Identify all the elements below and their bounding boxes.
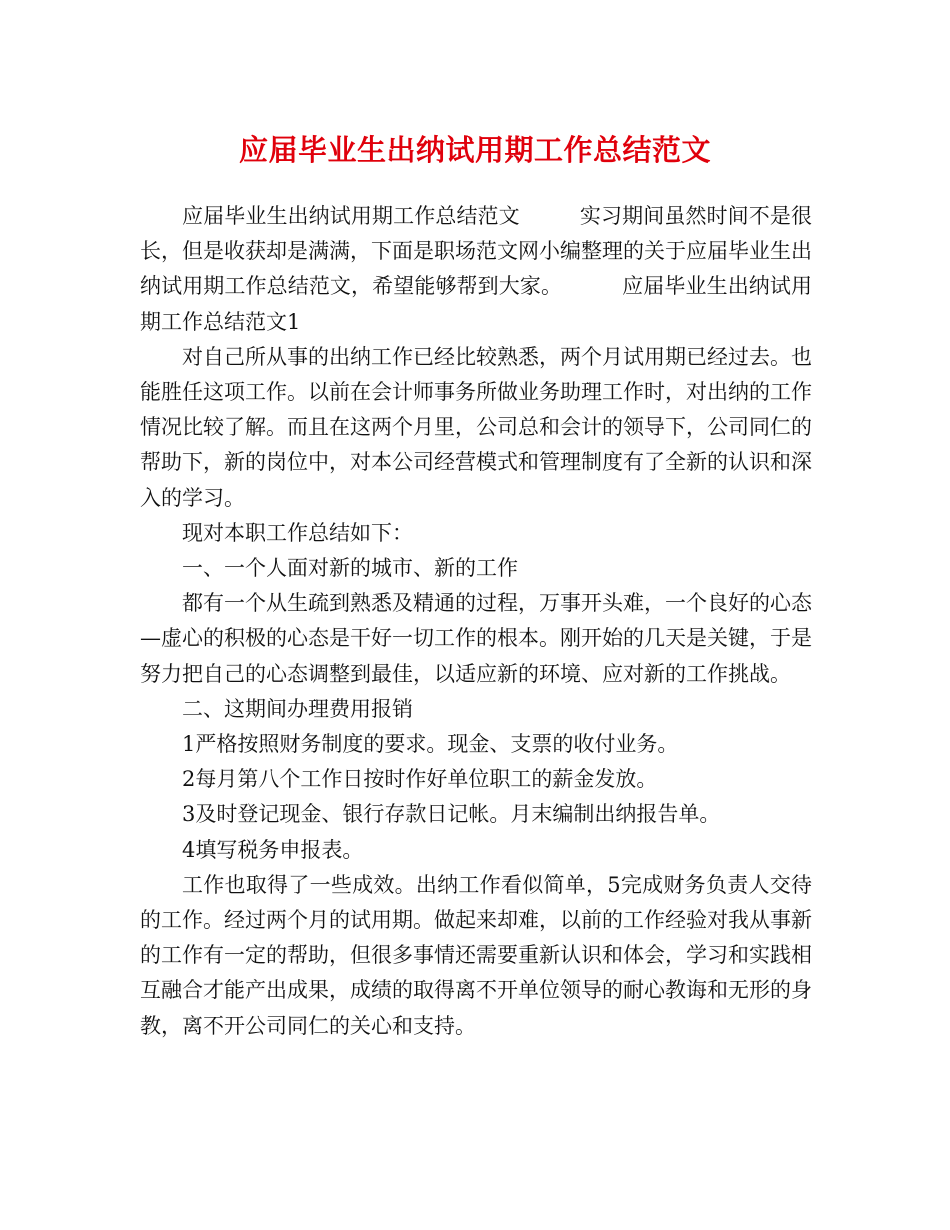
intro-text: 实习期间虽然时间不是很长，但是收获却是满满，下面是职场范文网小编整理的关于应届毕业生出纳试用期工作总结范文，希望能够帮到大家。: [140, 204, 813, 299]
document-title: 应届毕业生出纳试用期工作总结范文: [238, 133, 711, 167]
list-item-2: 2每月第八个工作日按时作好单位职工的薪金发放。: [182, 767, 658, 792]
document-body: [140, 199, 812, 1044]
section-heading-2: 二、这期间办理费用报销: [182, 696, 413, 721]
paragraph-3: 都有一个从生疏到熟悉及精通的过程，万事开头难，一个良好的心态—虚心的积极的心态是干好一切工作的根本。刚开始的几天是关键，于是努力把自己的心态调整到最佳，以适应新的环境、应对新的工作挑战。: [140, 591, 812, 686]
list-item-4: 4填写税务申报表。: [182, 837, 364, 862]
list-item-3: 3及时登记现金、银行存款日记帐。月末编制出纳报告单。: [182, 802, 721, 827]
paragraph-4: 工作也取得了一些成效。出纳工作看似简单，5完成财务负责人交待的工作。经过两个月的试用期。做起来却难，以前的工作经验对我从事新的工作有一定的帮助，但很多事情还需要重新认识和体会，学习和实践相互融合才能产出成果，成绩的取得离不开单位领导的耐心教诲和无形的身教，离不开公司同仁的关心和支持。: [140, 872, 812, 1038]
paragraph-2: 现对本职工作总结如下：: [182, 520, 413, 545]
paragraph-1: 对自己所从事的出纳工作已经比较熟悉，两个月试用期已经过去。也能胜任这项工作。以前在会计师事务所做业务助理工作时，对出纳的工作情况比较了解。而且在这两个月里，公司总和会计的领导下，公司同仁的帮助下，新的岗位中，对本公司经营模式和管理制度有了全新的认识和深入的学习。: [140, 344, 812, 510]
intro-section-ref: 应届毕业生出纳试用期工作总结范文1: [140, 274, 813, 334]
section-heading-1: 一、一个人面对新的城市、新的工作: [182, 556, 518, 581]
list-item-1: 1严格按照财务制度的要求。现金、支票的收付业务。: [182, 732, 679, 757]
intro-paragraph: [140, 199, 812, 340]
intro-title-ref: 应届毕业生出纳试用期工作总结范文: [182, 204, 520, 228]
